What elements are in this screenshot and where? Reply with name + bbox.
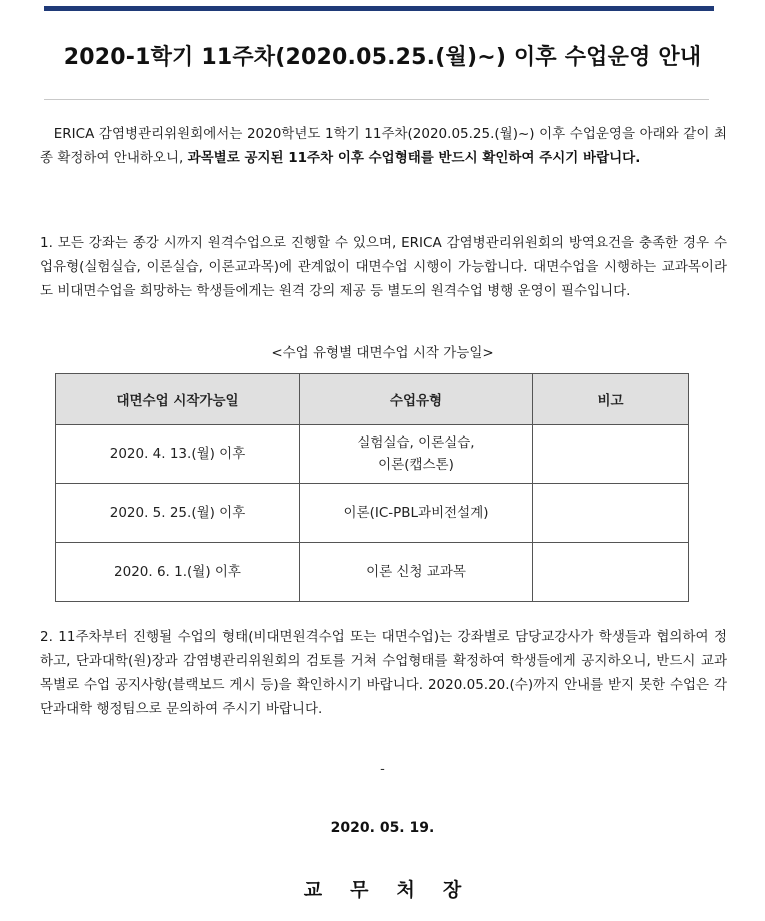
header-note: 비고	[533, 374, 689, 425]
cell-note	[533, 543, 689, 602]
cell-start-date: 2020. 6. 1.(월) 이후	[56, 543, 300, 602]
intro-paragraph	[40, 122, 727, 170]
cell-class-type-line2: 이론(캡스톤)	[378, 457, 454, 473]
issue-date: 2020. 05. 19.	[330, 820, 435, 836]
cell-class-type	[300, 425, 533, 484]
cell-class-type: 이론 신청 교과목	[300, 543, 533, 602]
table-row	[56, 543, 689, 602]
cell-start-date: 2020. 4. 13.(월) 이후	[56, 425, 300, 484]
header-class-type: 수업유형	[300, 374, 533, 425]
section-1-paragraph: 1. 모든 강좌는 종강 시까지 원격수업으로 진행할 수 있으며, ERICA 감염병관리위원회의 방역요건을 충족한 경우 수업유형(실험실습, 이론실습, 이론교과목)에 관계없이 대면수업 시행이 가능합니다. 대면수업을 시행하는 교과목이라도 비대면수업을 희망하는 학생들에게는 원격 강의 제공 등 별도의 원격수업 병행 운영이 필수입니다.	[40, 235, 727, 299]
cell-class-type-line1: 실험실습, 이론실습,	[357, 435, 475, 451]
header-start-date: 대면수업 시작가능일	[56, 374, 300, 425]
title-divider	[44, 99, 709, 100]
intro-emphasis: 과목별로 공지된 11주차 이후 수업형태를 반드시 확인하여 주시기 바랍니다.	[187, 150, 641, 166]
signer: 교무처장	[303, 879, 490, 901]
section-2-paragraph: 2. 11주차부터 진행될 수업의 형태(비대면원격수업 또는 대면수업)는 강좌별로 담당교강사가 학생들과 협의하여 정하고, 단과대학(원)장과 감염병관리위원회의 검토를 거쳐 수업형태를 확정하여 학생들에게 공지하오니, 반드시 교과목별로 수업 공지사항(블랙보드 게시 등)을 확인하시기 바랍니다. 2020.05.20.(수)까지 안내를 받지 못한 수업은 각 단과대학 행정팀으로 문의하여 주시기 바랍니다.	[40, 629, 727, 717]
table-row	[56, 484, 689, 543]
table-row	[56, 425, 689, 484]
cell-note	[533, 484, 689, 543]
intro-text: ERICA 감염병관리위원회에서는 2020학년도 1학기 11주차(2020.05.25.(월)~) 이후 수업운영을 아래와 같이 최종 확정하여 안내하오니,	[40, 126, 728, 166]
table-header-row	[56, 374, 689, 425]
cell-note	[533, 425, 689, 484]
separator-dash: -	[380, 762, 385, 777]
header-accent-bar	[44, 6, 714, 11]
cell-class-type: 이론(IC-PBL과비전설계)	[300, 484, 533, 543]
table-caption: <수업 유형별 대면수업 시작 가능일>	[271, 345, 494, 361]
page-title: 2020-1학기 11주차(2020.05.25.(월)~) 이후 수업운영 안내	[63, 45, 702, 70]
schedule-table	[55, 373, 689, 602]
cell-start-date: 2020. 5. 25.(월) 이후	[56, 484, 300, 543]
